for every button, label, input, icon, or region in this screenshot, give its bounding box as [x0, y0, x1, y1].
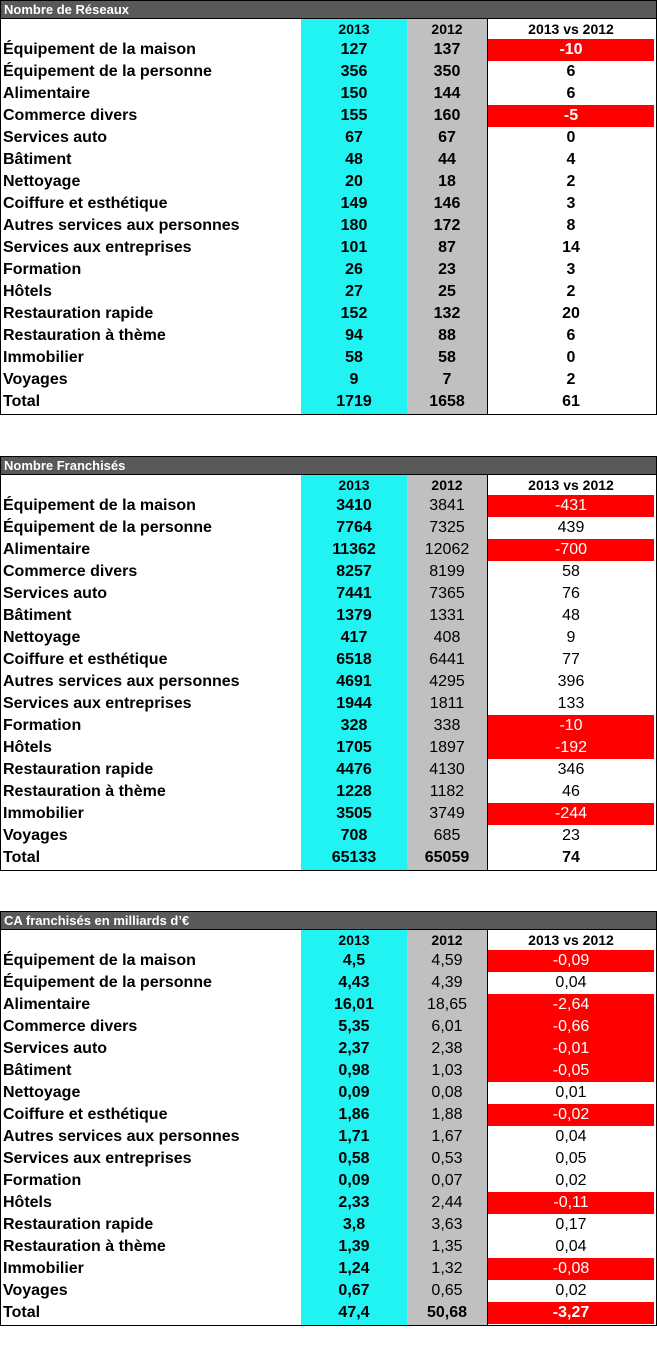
row-label: Alimentaire: [3, 85, 91, 102]
row-label: Commerce divers: [3, 1018, 138, 1035]
column-header-diff: 2013 vs 2012: [528, 21, 614, 37]
value-2013: 0,67: [338, 1282, 370, 1299]
value-2012: 1,88: [431, 1106, 463, 1123]
value-2012: 4295: [429, 673, 465, 690]
row-label: Alimentaire: [3, 541, 91, 558]
value-diff: 6: [566, 63, 576, 80]
value-diff: -0,66: [488, 1016, 654, 1038]
value-2012: 1182: [429, 783, 465, 800]
row-label: Voyages: [3, 1282, 68, 1299]
value-2013: 1944: [336, 695, 372, 712]
value-diff: 4: [566, 151, 576, 168]
row-label: Services aux entreprises: [3, 239, 192, 256]
row-label: Coiffure et esthétique: [3, 195, 168, 212]
row-label: Alimentaire: [3, 996, 91, 1013]
value-2012: 2,38: [431, 1040, 463, 1057]
value-diff: -3,27: [488, 1302, 654, 1324]
value-diff: -700: [488, 539, 654, 561]
value-2012: 685: [433, 827, 461, 844]
value-diff: -5: [488, 105, 654, 127]
value-diff: 3: [566, 261, 576, 278]
table-nombre-reseaux: [0, 0, 657, 415]
value-2013: 417: [340, 629, 368, 646]
value-2013: 20: [345, 173, 363, 190]
value-2013: 11362: [332, 541, 376, 558]
value-2013: 47,4: [338, 1304, 370, 1321]
value-diff: 6: [566, 85, 576, 102]
value-2013: 48: [345, 151, 363, 168]
row-label: Bâtiment: [3, 607, 72, 624]
value-2013: 1,71: [338, 1128, 370, 1145]
column-header-2012: 2012: [431, 932, 463, 948]
value-2012: 338: [433, 717, 461, 734]
row-label: Nettoyage: [3, 173, 81, 190]
value-diff: -192: [488, 737, 654, 759]
value-diff: 61: [562, 393, 580, 410]
value-2012: 144: [433, 85, 461, 102]
value-diff: 0: [566, 349, 576, 366]
value-2013: 2,37: [338, 1040, 370, 1057]
table-title: Nombre Franchisés: [0, 456, 657, 475]
row-label: Équipement de la maison: [3, 952, 196, 969]
value-diff: -0,01: [488, 1038, 654, 1060]
row-label: Hôtels: [3, 283, 52, 300]
value-2012: 1,67: [431, 1128, 463, 1145]
row-label: Équipement de la maison: [3, 41, 196, 58]
row-label: Immobilier: [3, 805, 84, 822]
value-diff: 20: [562, 305, 580, 322]
value-2012: 18,65: [426, 996, 468, 1013]
table-border: [0, 930, 657, 1326]
row-label: Services auto: [3, 585, 108, 602]
value-diff: -0,11: [488, 1192, 654, 1214]
value-2012: 408: [433, 629, 461, 646]
value-2013: 101: [340, 239, 368, 256]
row-label: Restauration à thème: [3, 783, 166, 800]
value-2013: 356: [340, 63, 368, 80]
value-diff: 0,04: [555, 974, 587, 991]
value-2012: 1897: [429, 739, 465, 756]
value-2012: 7: [442, 371, 452, 388]
value-diff: -244: [488, 803, 654, 825]
value-2012: 160: [433, 107, 461, 124]
row-label: Formation: [3, 717, 82, 734]
value-diff: -0,05: [488, 1060, 654, 1082]
value-2012: 8199: [429, 563, 465, 580]
value-diff: 0,01: [555, 1084, 587, 1101]
row-label: Formation: [3, 261, 82, 278]
value-2012: 3,63: [431, 1216, 463, 1233]
row-label: Restauration rapide: [3, 305, 154, 322]
value-diff: 46: [562, 783, 580, 800]
value-2012: 4,39: [431, 974, 463, 991]
value-2013: 4,43: [338, 974, 370, 991]
value-2013: 3,8: [342, 1216, 366, 1233]
row-label: Restauration rapide: [3, 1216, 154, 1233]
value-2013: 8257: [336, 563, 372, 580]
row-label: Commerce divers: [3, 563, 138, 580]
row-label: Total: [3, 849, 41, 866]
row-label: Formation: [3, 1172, 82, 1189]
value-diff: 0,02: [555, 1172, 587, 1189]
table-title: Nombre de Réseaux: [0, 0, 657, 19]
column-divider: [487, 475, 488, 871]
value-2013: 127: [340, 41, 368, 58]
value-2012: 1,35: [431, 1238, 463, 1255]
value-2012: 6441: [429, 651, 465, 668]
value-2013: 1719: [336, 393, 372, 410]
value-diff: -0,02: [488, 1104, 654, 1126]
row-label: Hôtels: [3, 1194, 52, 1211]
value-2012: 7325: [429, 519, 465, 536]
table-border: [0, 475, 657, 871]
table-grid: [0, 930, 657, 1326]
value-2013: 152: [340, 305, 368, 322]
value-diff: 76: [562, 585, 580, 602]
row-label: Équipement de la personne: [3, 974, 212, 991]
value-2012: 146: [433, 195, 461, 212]
value-2013: 0,09: [338, 1172, 370, 1189]
row-label: Équipement de la personne: [3, 63, 212, 80]
value-2012: 12062: [424, 541, 470, 558]
value-diff: 0,02: [555, 1282, 587, 1299]
value-2012: 0,07: [431, 1172, 463, 1189]
value-diff: 346: [557, 761, 585, 778]
value-2013: 94: [345, 327, 363, 344]
value-2012: 3749: [429, 805, 465, 822]
value-diff: 74: [562, 849, 580, 866]
value-diff: 0,04: [555, 1128, 587, 1145]
row-label: Nettoyage: [3, 1084, 81, 1101]
value-2013: 26: [345, 261, 363, 278]
value-2012: 67: [438, 129, 456, 146]
value-2012: 58: [438, 349, 456, 366]
row-label: Services auto: [3, 1040, 108, 1057]
value-2013: 27: [345, 283, 363, 300]
row-label: Voyages: [3, 827, 68, 844]
value-2013: 1,24: [338, 1260, 370, 1277]
value-diff: 23: [562, 827, 580, 844]
value-2013: 65133: [331, 849, 377, 866]
value-diff: 77: [562, 651, 580, 668]
value-diff: 8: [566, 217, 576, 234]
value-diff: 2: [566, 173, 576, 190]
value-2012: 87: [438, 239, 456, 256]
table-border: [0, 19, 657, 415]
value-2012: 350: [433, 63, 461, 80]
value-diff: 0,04: [555, 1238, 587, 1255]
value-2013: 328: [340, 717, 368, 734]
row-label: Restauration rapide: [3, 761, 154, 778]
value-diff: 0: [566, 129, 576, 146]
value-2013: 58: [345, 349, 363, 366]
row-label: Immobilier: [3, 349, 84, 366]
value-2013: 7764: [336, 519, 372, 536]
value-diff: 58: [562, 563, 580, 580]
row-label: Services auto: [3, 129, 108, 146]
column-header-2013: 2013: [338, 932, 370, 948]
value-diff: -10: [488, 39, 654, 61]
value-2013: 1,86: [338, 1106, 370, 1123]
value-2012: 0,65: [431, 1282, 463, 1299]
value-2012: 1811: [429, 695, 465, 712]
value-2013: 180: [340, 217, 368, 234]
row-label: Autres services aux personnes: [3, 1128, 240, 1145]
row-label: Équipement de la maison: [3, 497, 196, 514]
value-2012: 44: [438, 151, 456, 168]
value-2013: 1228: [336, 783, 372, 800]
value-2013: 708: [340, 827, 368, 844]
value-2013: 155: [340, 107, 368, 124]
value-2013: 2,33: [338, 1194, 370, 1211]
table-grid: [0, 475, 657, 871]
value-diff: -431: [488, 495, 654, 517]
value-2012: 23: [438, 261, 456, 278]
value-diff: 6: [566, 327, 576, 344]
value-2013: 4,5: [342, 952, 366, 969]
value-2013: 9: [349, 371, 359, 388]
value-2012: 172: [433, 217, 461, 234]
value-2012: 50,68: [426, 1304, 468, 1321]
table-title: CA franchisés en milliards d’€: [0, 911, 657, 930]
value-diff: 0,17: [555, 1216, 587, 1233]
value-2012: 137: [433, 41, 461, 58]
row-label: Bâtiment: [3, 151, 72, 168]
row-label: Restauration à thème: [3, 1238, 166, 1255]
value-2013: 16,01: [333, 996, 375, 1013]
value-2013: 149: [340, 195, 368, 212]
value-2012: 1331: [429, 607, 465, 624]
value-2013: 0,09: [338, 1084, 370, 1101]
row-label: Équipement de la personne: [3, 519, 212, 536]
table-ca-franchises: [0, 911, 657, 1326]
column-header-diff: 2013 vs 2012: [528, 477, 614, 493]
row-label: Bâtiment: [3, 1062, 72, 1079]
column-header-2013: 2013: [338, 21, 370, 37]
column-header-2012: 2012: [431, 21, 463, 37]
value-2012: 25: [438, 283, 456, 300]
value-2013: 1,39: [338, 1238, 370, 1255]
value-diff: -2,64: [488, 994, 654, 1016]
value-diff: 439: [557, 519, 585, 536]
column-header-2013: 2013: [338, 477, 370, 493]
value-2013: 6518: [336, 651, 372, 668]
value-2013: 1705: [336, 739, 372, 756]
value-2012: 1,32: [431, 1260, 463, 1277]
value-2013: 3505: [336, 805, 372, 822]
value-2013: 0,98: [338, 1062, 370, 1079]
row-label: Coiffure et esthétique: [3, 651, 168, 668]
value-2012: 4130: [429, 761, 465, 778]
value-2013: 4691: [336, 673, 372, 690]
row-label: Immobilier: [3, 1260, 84, 1277]
row-label: Coiffure et esthétique: [3, 1106, 168, 1123]
column-divider: [487, 19, 488, 415]
value-2013: 150: [340, 85, 368, 102]
value-2012: 0,08: [431, 1084, 463, 1101]
row-label: Autres services aux personnes: [3, 217, 240, 234]
value-2013: 1379: [336, 607, 372, 624]
table-nombre-franchises: [0, 456, 657, 871]
row-label: Voyages: [3, 371, 68, 388]
value-diff: -0,09: [488, 950, 654, 972]
value-2012: 4,59: [431, 952, 463, 969]
row-label: Commerce divers: [3, 107, 138, 124]
row-label: Restauration à thème: [3, 327, 166, 344]
row-label: Total: [3, 1304, 41, 1321]
value-2012: 88: [438, 327, 456, 344]
value-2013: 5,35: [338, 1018, 370, 1035]
table-grid: [0, 19, 657, 415]
column-header-diff: 2013 vs 2012: [528, 932, 614, 948]
value-2012: 132: [433, 305, 461, 322]
value-diff: -10: [488, 715, 654, 737]
value-diff: 2: [566, 283, 576, 300]
value-2012: 2,44: [431, 1194, 463, 1211]
value-diff: 133: [557, 695, 585, 712]
value-diff: 2: [566, 371, 576, 388]
value-diff: 396: [557, 673, 585, 690]
value-diff: 0,05: [555, 1150, 587, 1167]
column-divider: [487, 930, 488, 1326]
value-2013: 4476: [336, 761, 372, 778]
value-2013: 0,58: [338, 1150, 370, 1167]
value-2013: 3410: [336, 497, 372, 514]
value-2012: 7365: [429, 585, 465, 602]
row-label: Nettoyage: [3, 629, 81, 646]
value-diff: -0,08: [488, 1258, 654, 1280]
value-2012: 1,03: [431, 1062, 463, 1079]
value-2012: 65059: [424, 849, 470, 866]
row-label: Services aux entreprises: [3, 1150, 192, 1167]
value-diff: 3: [566, 195, 576, 212]
value-2012: 18: [438, 173, 456, 190]
row-label: Autres services aux personnes: [3, 673, 240, 690]
value-2013: 7441: [336, 585, 372, 602]
value-diff: 9: [566, 629, 576, 646]
value-2013: 67: [345, 129, 363, 146]
column-header-2012: 2012: [431, 477, 463, 493]
value-2012: 1658: [429, 393, 465, 410]
value-2012: 6,01: [431, 1018, 463, 1035]
row-label: Services aux entreprises: [3, 695, 192, 712]
value-diff: 14: [562, 239, 580, 256]
value-diff: 48: [562, 607, 580, 624]
value-2012: 0,53: [431, 1150, 463, 1167]
row-label: Hôtels: [3, 739, 52, 756]
value-2012: 3841: [429, 497, 465, 514]
row-label: Total: [3, 393, 41, 410]
